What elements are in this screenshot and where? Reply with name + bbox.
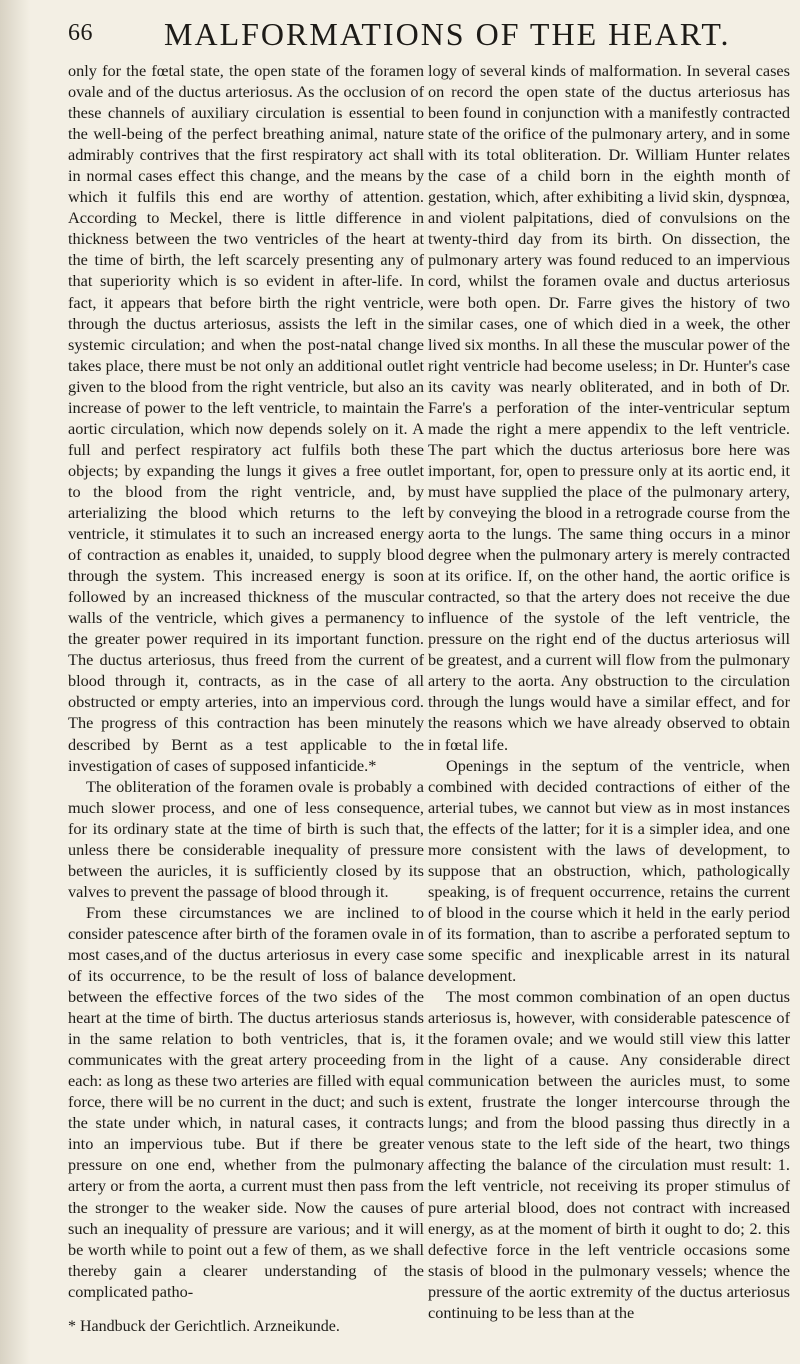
right-column (428, 60, 790, 1323)
paragraph: logy of several kinds of malformation. In several cases on record the open state of the ductus arteriosus has been found in conjunction with a manifestly contracted state of the orifice of the pulmonary artery, and in some with its total obliteration. Dr. William Hunter relates the case of a child born in the eighth month of gestation, which, after exhibiting a livid skin, dyspnœa, and violent palpitations, died of convulsions on the twenty-third day from its birth. On dissection, the pulmonary artery was found reduced to an impervious cord, whilst the foramen ovale and ductus arteriosus were both open. Dr. Farre gives the history of two similar cases, one of which died in a week, the other lived six months. In all these the muscular power of the right ventricle had become useless; in Dr. Hunter's case its cavity was nearly obliterated, and in both of Dr. Farre's a perforation of the inter-ventricular septum made the right a mere appendix to the left ventricle. The part which the ductus arteriosus bore here was important, for, open to pressure only at its aortic end, it must have supplied the place of the pulmonary artery, by conveying the blood in a retrograde course from the aorta to the lungs. The same thing occurs in a minor degree when the pulmonary artery is merely contracted at its orifice. If, on the other hand, the aortic orifice is contracted, so that the artery does not receive the due influence of the systole of the left ventricle, the pressure on the right end of the ductus arteriosus will be greatest, and a current will flow from the pulmonary artery to the aorta. Any obstruction to the circulation through the lungs would have a similar effect, and for the reasons which we have already observed to obtain in fœtal life. (428, 61, 790, 754)
paragraph: From these circumstances we are inclined to consider patescence after birth of the foramen ovale in most cases,and of the ductus arteriosus in every case of its occurrence, to be the result of loss of balance between the effective forces of the two sides of the heart at the time of birth. The ductus arteriosus stands in the same relation to both ventricles, that is, it communicates with the great artery proceeding from each: as long as these two arteries are filled with equal force, there will be no current in the duct; and such is the state under which, in natural cases, it contracts into an impervious tube. But if there be greater pressure on one end, whether from the pulmonary artery or from the aorta, a current must then pass from the stronger to the weaker side. Now the causes of such an inequality of pressure are various; and it will be worth while to point out a few of them, as we shall thereby gain a clearer understanding of the complicated patho- (68, 902, 424, 1301)
paragraph: Openings in the septum of the ventricle, when combined with decided contractions of either of the arterial tubes, we cannot but view as in most instances the effects of the latter; for it is a simpler idea, and one more consistent with the laws of development, to suppose that an obstruction, which, pathologically speaking, is of frequent occurrence, retains the current of blood in the course which it held in the early period of its formation, than to ascribe a perforated septum to some specific and inexplicable arrest in its natural development. (428, 755, 790, 986)
page-header (68, 14, 798, 50)
running-title: MALFORMATIONS OF THE HEART. (164, 16, 731, 52)
paragraph: The most common combination of an open ductus arteriosus is, however, with considerable patescence of the foramen ovale; and we would still view this latter in the light of a cause. Any considerable direct communication between the auricles must, to some extent, frustrate the longer intercourse through the lungs; and from the blood passing thus directly in a venous state to the left side of the heart, two things affecting the balance of the circulation must result: 1. the left ventricle, not receiving its proper stimulus of pure arterial blood, does not contract with increased energy, as at the moment of birth it ought to do; 2. this defective force in the left ventricle occasions some stasis of blood in the pulmonary vessels; whence the pressure of the aortic extremity of the ductus arteriosus continuing to be less than at the (428, 987, 790, 1322)
footnote: * Handbuck der Gerichtlich. Arzneikunde. (68, 1317, 340, 1335)
left-column (68, 60, 424, 1337)
page-gutter-shadow (0, 0, 30, 1364)
page-number: 66 (68, 20, 93, 46)
paragraph: only for the fœtal state, the open state of the foramen ovale and of the ductus arteriosus. As the occlusion of these channels of auxiliary circulation is essential to the well-being of the perfect breathing animal, nature admirably contrives that the first respiratory act shall in normal cases effect this change, and the means by which it fulfils this end are worthy of attention. According to Meckel, there is little difference in thickness between the two ventricles of the heart at the time of birth, the left scarcely presenting any of that superiority which is so evident in after-life. In fact, it appears that before birth the right ventricle, through the ductus arteriosus, assists the left in the systemic circulation; and when the post-natal change takes place, there must be not only an additional outlet given to the blood from the right ventricle, but also an increase of power to the left ventricle, to maintain the aortic circulation, which now depends solely on it. A full and perfect respiratory act fulfils both these objects; by expanding the lungs it gives a free outlet to the blood from the right ventricle, and, by arterializing the blood which returns to the left ventricle, it stimulates it to such an increased energy of contraction as enables it, unaided, to supply blood through the system. This increased energy is soon followed by an increased thickness of the muscular walls of the ventricle, which gives a permanency to the greater power required in its important function. The ductus arteriosus, thus freed from the current of blood through it, contracts, as in the case of all obstructed or empty arteries, into an impervious cord. The progress of this contraction has been minutely described by Bernt as a test applicable to the investigation of cases of supposed infanticide.* (68, 61, 424, 775)
paragraph: The obliteration of the foramen ovale is probably a much slower process, and one of less consequence, for its ordinary state at the time of birth is such that, unless there be considerable inequality of pressure between the auricles, it is sufficiently closed by its valves to prevent the passage of blood through it. (68, 776, 424, 901)
